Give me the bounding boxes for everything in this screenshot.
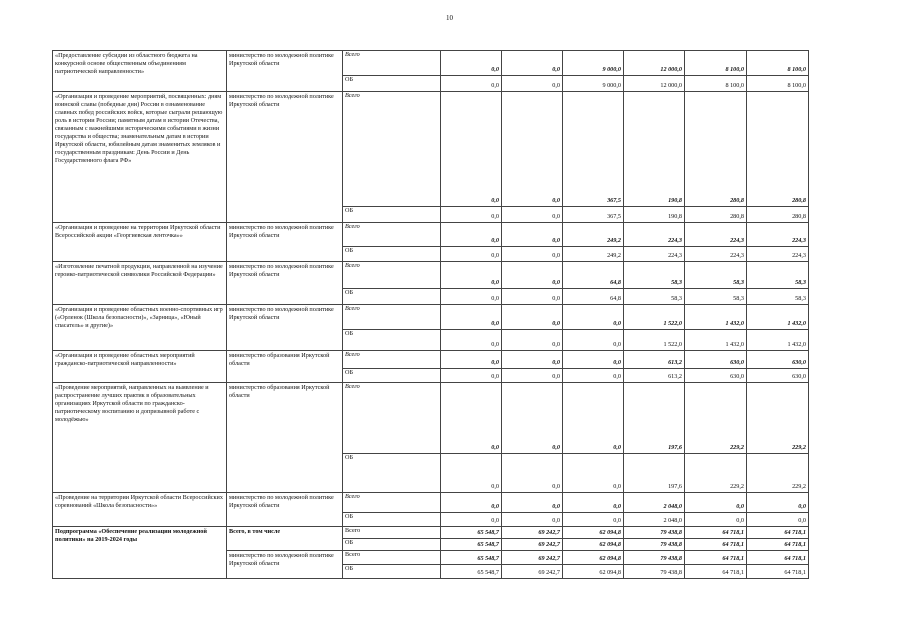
amount-cell: 0,0 [441,493,502,513]
amount-cell: 0,0 [563,305,624,330]
activity-description: «Организация и проведение областных мероприятий гражданско-патриотической направленности» [53,351,227,383]
amount-cell: 0,0 [502,513,563,527]
amount-cell: 367,5 [563,207,624,223]
amount-cell: 64 718,1 [685,527,747,539]
amount-cell: 0,0 [502,289,563,305]
amount-cell: 367,5 [563,92,624,207]
amount-cell: 0,0 [441,330,502,351]
funding-source: Всего [343,551,441,565]
amount-cell: 0,0 [685,513,747,527]
amount-cell: 0,0 [441,262,502,289]
amount-cell: 0,0 [685,493,747,513]
amount-cell: 280,8 [685,92,747,207]
amount-cell: 0,0 [747,493,809,513]
subprogram-row [53,527,809,539]
activity-description: «Проведение на территории Иркутской области Всероссийских соревнований «Школа безопасности»» [53,493,227,527]
table-row [53,262,809,289]
subprogram-responsible: министерство по молодежной политике Иркутской области [227,551,343,579]
amount-cell: 630,0 [685,369,747,383]
responsible-executor: министерство по молодежной политике Иркутской области [227,493,343,527]
amount-cell: 2 048,0 [624,493,685,513]
amount-cell: 0,0 [441,207,502,223]
amount-cell: 62 094,8 [563,565,624,579]
activity-description: «Организация и проведение мероприятий, посвященных: дням воинской славы (победные дни) России в ознаменование славных побед российских войск, которые сыграли решающую роль в истории России; памятным датам в истории Отечества, связанным с важнейшими историческими событиями в жизни государства и общества; знаменательным датам в истории Иркутской области, юбилейным датам знаменитых земляков и государственным праздникам: День России и День Государственного флага РФ» [53,92,227,223]
amount-cell: 2 048,0 [624,513,685,527]
funding-source-total: Всего [343,305,441,330]
amount-cell: 197,6 [624,454,685,493]
amount-cell: 65 548,7 [441,527,502,539]
amount-cell: 0,0 [502,207,563,223]
amount-cell: 9 000,0 [563,76,624,92]
amount-cell: 0,0 [441,76,502,92]
funding-source-regional: ОБ [343,513,441,527]
responsible-executor: министерство по молодежной политике Иркутской области [227,51,343,92]
amount-cell: 64,8 [563,289,624,305]
amount-cell: 0,0 [502,493,563,513]
amount-cell: 0,0 [441,383,502,454]
table-row [53,305,809,330]
funding-source-regional: ОБ [343,76,441,92]
amount-cell: 0,0 [563,351,624,369]
amount-cell: 79 438,8 [624,565,685,579]
amount-cell: 8 100,0 [685,76,747,92]
table-row [53,51,809,76]
amount-cell: 229,2 [747,454,809,493]
amount-cell: 0,0 [502,247,563,262]
amount-cell: 1 432,0 [685,330,747,351]
table-row [53,92,809,207]
amount-cell: 224,3 [747,223,809,247]
amount-cell: 0,0 [502,305,563,330]
amount-cell: 0,0 [441,369,502,383]
amount-cell: 1 432,0 [747,330,809,351]
amount-cell: 0,0 [502,76,563,92]
amount-cell: 229,2 [685,383,747,454]
funding-source-total: Всего [343,262,441,289]
amount-cell: 0,0 [502,369,563,383]
funding-source-total: Всего [343,92,441,207]
amount-cell: 280,8 [747,207,809,223]
amount-cell: 69 242,7 [502,551,563,565]
amount-cell: 229,2 [747,383,809,454]
amount-cell: 197,6 [624,383,685,454]
activity-description: «Предоставление субсидии из областного бюджета на конкурсной основе общественным объединениям патриотической направленности» [53,51,227,92]
amount-cell: 58,3 [624,289,685,305]
amount-cell: 0,0 [441,513,502,527]
responsible-executor: министерство по молодежной политике Иркутской области [227,223,343,262]
amount-cell: 0,0 [441,92,502,207]
amount-cell: 0,0 [502,262,563,289]
activity-description: «Изготовление печатной продукции, направленной на изучение героико-патриотической символики Российской Федерации» [53,262,227,305]
amount-cell: 0,0 [563,383,624,454]
funding-source-regional: ОБ [343,369,441,383]
amount-cell: 62 094,8 [563,527,624,539]
funding-source-regional: ОБ [343,247,441,262]
table-body [53,51,809,579]
activity-description: «Проведение мероприятий, направленных на выявление и распространение лучших практик в образовательных организациях Иркутской области по гражданско-патриотическому воспитанию и допризывной работе с молодёжью» [53,383,227,493]
table-row [53,493,809,513]
amount-cell: 0,0 [563,493,624,513]
amount-cell: 65 548,7 [441,539,502,551]
amount-cell: 0,0 [441,223,502,247]
amount-cell: 0,0 [502,223,563,247]
funding-source-total: Всего [343,51,441,76]
amount-cell: 64 718,1 [747,565,809,579]
amount-cell: 79 438,8 [624,551,685,565]
amount-cell: 79 438,8 [624,527,685,539]
amount-cell: 64 718,1 [685,565,747,579]
amount-cell: 64 718,1 [747,551,809,565]
amount-cell: 65 548,7 [441,565,502,579]
amount-cell: 224,3 [685,223,747,247]
table-row [53,383,809,454]
amount-cell: 79 438,8 [624,539,685,551]
amount-cell: 9 000,0 [563,51,624,76]
amount-cell: 613,2 [624,351,685,369]
amount-cell: 8 100,0 [747,76,809,92]
amount-cell: 630,0 [747,369,809,383]
responsible-executor: министерство образования Иркутской области [227,351,343,383]
responsible-executor: министерство по молодежной политике Иркутской области [227,305,343,351]
amount-cell: 0,0 [747,513,809,527]
amount-cell: 249,2 [563,247,624,262]
amount-cell: 224,3 [685,247,747,262]
amount-cell: 8 100,0 [685,51,747,76]
amount-cell: 224,3 [747,247,809,262]
amount-cell: 249,2 [563,223,624,247]
amount-cell: 630,0 [747,351,809,369]
funding-source-regional: ОБ [343,330,441,351]
funding-source-total: Всего [343,223,441,247]
amount-cell: 64 718,1 [747,527,809,539]
amount-cell: 8 100,0 [747,51,809,76]
amount-cell: 0,0 [502,351,563,369]
amount-cell: 0,0 [441,454,502,493]
amount-cell: 1 432,0 [685,305,747,330]
amount-cell: 280,8 [685,207,747,223]
amount-cell: 62 094,8 [563,551,624,565]
amount-cell: 613,2 [624,369,685,383]
amount-cell: 12 000,0 [624,51,685,76]
amount-cell: 0,0 [502,330,563,351]
subprogram-group-label: Всего, в том числе [227,527,343,551]
responsible-executor: министерство образования Иркутской области [227,383,343,493]
amount-cell: 58,3 [747,289,809,305]
funding-source-total: Всего [343,493,441,513]
amount-cell: 58,3 [685,289,747,305]
amount-cell: 64 718,1 [685,551,747,565]
activity-description: «Организация и проведение на территории Иркутской области Всероссийской акции «Георгиевская ленточка»» [53,223,227,262]
amount-cell: 0,0 [441,247,502,262]
funding-source: Всего [343,527,441,539]
amount-cell: 280,8 [747,92,809,207]
amount-cell: 0,0 [563,513,624,527]
amount-cell: 190,8 [624,207,685,223]
amount-cell: 69 242,7 [502,539,563,551]
amount-cell: 229,2 [685,454,747,493]
table-row [53,223,809,247]
amount-cell: 224,3 [624,247,685,262]
amount-cell: 630,0 [685,351,747,369]
amount-cell: 1 432,0 [747,305,809,330]
amount-cell: 64 718,1 [685,539,747,551]
amount-cell: 0,0 [502,454,563,493]
responsible-executor: министерство по молодежной политике Иркутской области [227,262,343,305]
amount-cell: 0,0 [441,305,502,330]
amount-cell: 0,0 [502,383,563,454]
amount-cell: 62 094,8 [563,539,624,551]
funding-source-regional: ОБ [343,207,441,223]
amount-cell: 69 242,7 [502,565,563,579]
amount-cell: 0,0 [441,289,502,305]
amount-cell: 1 522,0 [624,330,685,351]
amount-cell: 12 000,0 [624,76,685,92]
funding-source: ОБ [343,565,441,579]
amount-cell: 0,0 [441,51,502,76]
amount-cell: 58,3 [685,262,747,289]
amount-cell: 0,0 [563,330,624,351]
funding-source-total: Всего [343,383,441,454]
funding-source: ОБ [343,539,441,551]
amount-cell: 0,0 [563,454,624,493]
amount-cell: 0,0 [502,51,563,76]
amount-cell: 0,0 [502,92,563,207]
funding-source-total: Всего [343,351,441,369]
amount-cell: 1 522,0 [624,305,685,330]
amount-cell: 0,0 [563,369,624,383]
funding-source-regional: ОБ [343,289,441,305]
subprogram-title: Подпрограмма «Обеспечение реализации молодежной политики» на 2019-2024 годы [53,527,227,579]
budget-table [52,50,809,579]
page-number: 10 [446,14,453,22]
amount-cell: 69 242,7 [502,527,563,539]
amount-cell: 58,3 [624,262,685,289]
amount-cell: 65 548,7 [441,551,502,565]
funding-source-regional: ОБ [343,454,441,493]
table-row [53,351,809,369]
responsible-executor: министерство по молодежной политике Иркутской области [227,92,343,223]
amount-cell: 224,3 [624,223,685,247]
amount-cell: 64 718,1 [747,539,809,551]
amount-cell: 190,8 [624,92,685,207]
amount-cell: 64,8 [563,262,624,289]
activity-description: «Организация и проведение областных военно-спортивных игр («Орленок (Школа безопасности)», «Зарница», «Юный спасатель» и другие)» [53,305,227,351]
amount-cell: 0,0 [441,351,502,369]
amount-cell: 58,3 [747,262,809,289]
